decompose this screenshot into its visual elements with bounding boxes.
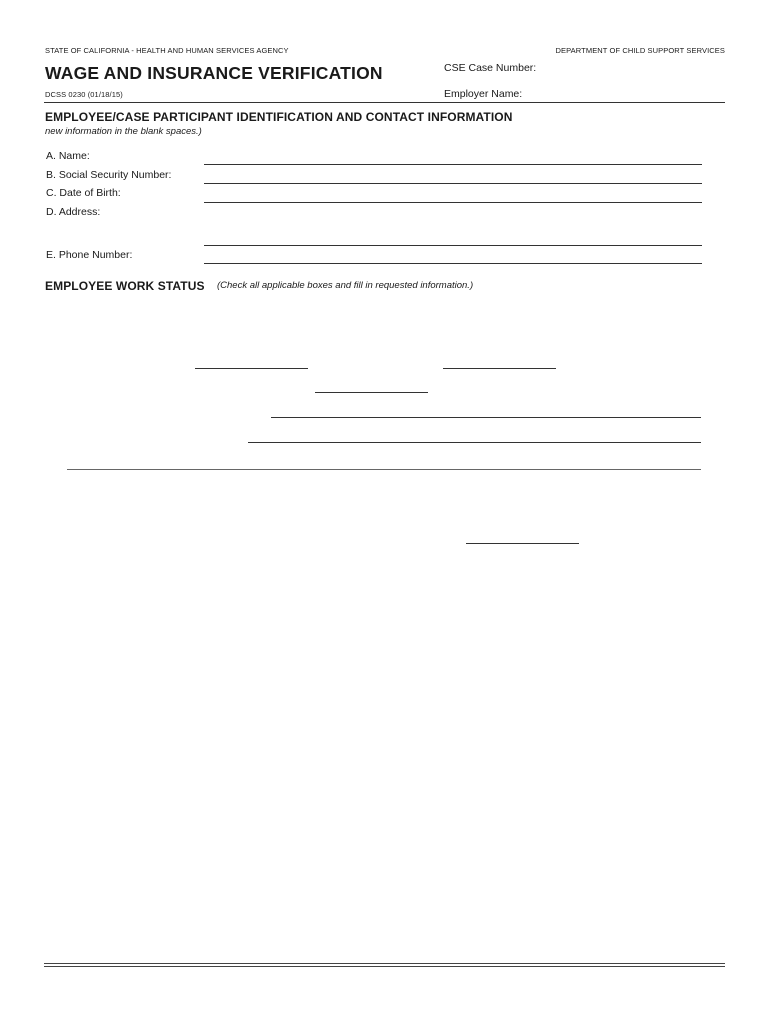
footer-rule-top [44, 963, 725, 964]
identification-note: new information in the blank spaces.) [45, 126, 202, 137]
fill-line-2[interactable] [443, 368, 556, 369]
work-status-note: (Check all applicable boxes and fill in requested information.) [217, 280, 474, 291]
dob-label: C. Date of Birth: [46, 187, 121, 199]
agency-name: STATE OF CALIFORNIA - HEALTH AND HUMAN SERVICES AGENCY [45, 46, 289, 55]
fill-line-6[interactable] [466, 543, 579, 544]
ssn-label: B. Social Security Number: [46, 169, 172, 181]
cse-case-number-label: CSE Case Number: [444, 62, 537, 74]
department-name: DEPARTMENT OF CHILD SUPPORT SERVICES [555, 46, 725, 55]
address-label: D. Address: [46, 206, 101, 218]
form-number: DCSS 0230 (01/18/15) [45, 90, 123, 99]
identification-heading: EMPLOYEE/CASE PARTICIPANT IDENTIFICATION AND CONTACT INFORMATION [45, 110, 513, 124]
phone-input-line[interactable] [204, 263, 702, 264]
name-label: A. Name: [46, 150, 90, 162]
footer-rule-bottom [44, 966, 725, 967]
ssn-input-line[interactable] [204, 183, 702, 184]
dob-input-line[interactable] [204, 202, 702, 203]
fill-line-5[interactable] [248, 442, 701, 443]
phone-label: E. Phone Number: [46, 249, 133, 261]
fill-line-4[interactable] [271, 417, 701, 418]
form-title: WAGE AND INSURANCE VERIFICATION [45, 63, 383, 83]
name-input-line[interactable] [204, 164, 702, 165]
fill-line-3[interactable] [315, 392, 428, 393]
fill-line-1[interactable] [195, 368, 308, 369]
address-input-line[interactable] [204, 245, 702, 246]
work-status-heading: EMPLOYEE WORK STATUS [45, 279, 205, 293]
header-divider [44, 102, 725, 103]
employer-name-label: Employer Name: [444, 88, 523, 100]
section-divider [67, 469, 701, 470]
